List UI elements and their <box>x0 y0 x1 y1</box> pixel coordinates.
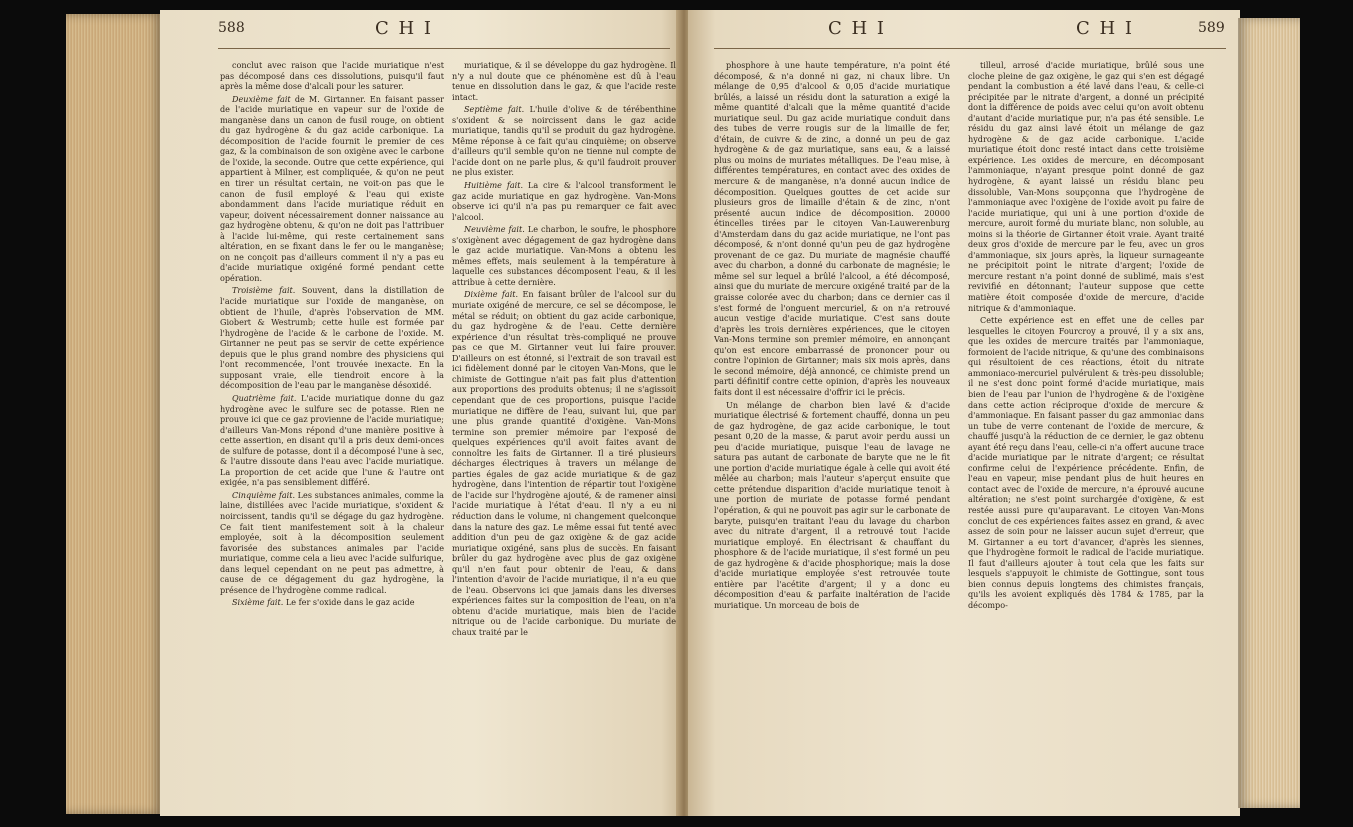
left-header-rule <box>218 48 670 49</box>
paragraph-lead: Deuxième fait <box>232 93 291 104</box>
paragraph-text: L'acide muriatique donne du gaz hydrogène avec le sulfure sec de potasse. Rien ne prouve ici que ce gaz provienne de l'acide muriatique; d'ailleurs Van-Mons répond d'une manière positive à cette assertion, en disant qu'il a pris deux demi-onces de sulfure de potasse, dont il a décomposé l'une à sec, & l'autre dissoute dans l'eau avec l'acide muriatique. La proportion de cet acide que l'une & l'autre ont exigée, n'a pas sensiblement différé. <box>220 392 444 488</box>
paragraph <box>714 400 950 611</box>
paragraph-text: La cire & l'alcool transforment le gaz acide muriatique en gaz hydrogène. Van-Mons observe ici qu'il n'a pas pu remarquer ce fait avec l'alcool. <box>452 180 676 222</box>
paragraph-lead: Troisième fait. <box>232 285 296 296</box>
paragraph-lead: Septième fait. <box>464 104 525 115</box>
paragraph <box>220 94 444 284</box>
paragraph-text: Le charbon, le soufre, le phosphore s'oxigènent avec dégagement de gaz hydrogène dans le gaz acide muriatique. Van-Mons a obtenu les mêmes effets, mais seulement à la température à laquelle ces substances décomposent l'eau, & il les attribue à cette dernière. <box>452 224 676 287</box>
paragraph-text: muriatique, & il se développe du gaz hydrogène. Il n'y a nul doute que ce phénomène est dû à l'eau tenue en dissolution dans le gaz, & que l'acide reste intact. <box>452 60 676 102</box>
paragraph-text: phosphore à une haute température, n'a point été décomposé, & n'a donné ni gaz, ni chaux libre. Un mélange de 0,95 d'alcool & 0,05 d'acide muriatique brûlés, a laissé un résidu dont la saturation a exigé la même quantité d'alcali que la même quantité d'acide muriatique seul. Du gaz acide muriatique conduit dans des tubes de verre rougis sur de la limaille de fer, d'étain, de cuivre & de zinc, a donné un peu de gaz hydrogène & de gaz muriatique, sans eau, & a laissé plus ou moins de muriates métalliques. De l'eau mise, à différentes températures, en contact avec des oxides de mercure & de manganèse, n'a donné aucun indice de décomposition. Quelques gouttes de cet acide sur plusieurs gros de limaille d'étain & de zinc, n'ont présenté aucun indice de décomposition. 20000 étincelles tirées par le citoyen Van-Lauwerenburg d'Amsterdam dans du gaz acide muriatique, ne l'ont pas décomposé, & n'ont donné qu'un peu de gaz hydrogène provenant de ce gaz. Du muriate de magnésie chauffé avec du charbon, a donné du carbonate de magnésie; le même sel sur lequel a brûlé l'alcool, a été décomposé, ainsi que du muriate de mercure oxigéné traité par de la graisse colorée avec du charbon; dans ce dernier cas il s'est formé de l'onguent mercuriel, & on n'a retrouvé aucun vestige d'acide muriatique. C'est sans doute d'après les trois dernières expériences, que le citoyen Van-Mons termine son premier mémoire, en annonçant qu'on est encore embarrassé de prononcer pour ou contre l'opinion de Girtanner; mais six mois après, dans le second mémoire, déjà annoncé, ce chimiste prend un parti définitif contre cette opinion, d'après les nouveaux faits dont il est nécessaire d'offrir ici le précis. <box>714 60 950 397</box>
paragraph-lead: Dixième fait. <box>464 289 519 300</box>
paragraph-text: Les substances animales, comme la laine, distillées avec l'acide muriatique, s'oxident & noircissent, tandis qu'il se dégage du gaz hydrogène. Ce fait tient manifestement soit à la chaleur employée, soit à la décomposition seulement favorisée des substances animales par l'acide muriatique, comme cela a lieu avec l'acide sulfurique, dans lequel cependant on ne peut pas admettre, à cause de ce dégagement du gaz hydrogène, la présence de l'hydrogène comme radical. <box>220 489 444 595</box>
paragraph-lead: Cinquième fait. <box>232 489 296 500</box>
paragraph <box>452 60 676 102</box>
right-running-header-2: C H I <box>1076 18 1135 39</box>
paragraph <box>452 289 676 637</box>
paragraph-lead: Neuvième fait. <box>464 224 525 235</box>
paragraph <box>220 597 444 608</box>
right-header-rule <box>714 48 1226 49</box>
paragraph <box>220 60 444 92</box>
paragraph-lead: Huitième fait. <box>464 180 524 191</box>
paragraph <box>968 315 1204 610</box>
right-running-header: C H I <box>828 18 887 39</box>
right-page-number: 589 <box>1198 20 1225 36</box>
right-page <box>688 10 1240 816</box>
paragraph-lead: Quatrième fait. <box>232 392 297 403</box>
paragraph-text: L'huile d'olive & de térébenthine s'oxident & se noircissent dans le gaz acide muriatique, tandis qu'il se produit du gaz hydrogène. Même réponse à ce fait qu'au cinquième; on observe d'ailleurs qu'il semble qu'on ne tienne nul compte de l'acide dont on ne parle plus, & qu'il faudroit prouver ne plus exister. <box>452 104 676 178</box>
paragraph <box>220 285 444 390</box>
left-column-2 <box>452 60 676 800</box>
page-edges-right <box>1238 18 1300 808</box>
left-column-1 <box>220 60 444 800</box>
paragraph <box>220 490 444 595</box>
paragraph-text: Souvent, dans la distillation de l'acide muriatique sur l'oxide de manganèse, on obtient de l'huile, d'après l'observation de MM. Giobert & Westrumb; cette huile est formée par l'hydrogène de l'acide & le carbone de l'oxide. M. Girtanner ne peut pas se servir de cette expérience depuis que le plus grand nombre des physiciens qui l'ont recommencée, l'ont trouvée inexacte. En la supposant vraie, elle tiendroit encore à la décomposition de l'eau par le manganèse désoxidé. <box>220 285 444 391</box>
paragraph-text: Un mélange de charbon bien lavé & d'acide muriatique électrisé & fortement chauffé, donna un peu de gaz hydrogène, de gaz acide carbonique, le tout pesant 0,20 de la masse, & parut avoir perdu aussi un peu d'acide muriatique, puisque l'eau de lavage ne satura pas autant de carbonate de baryte que ne le fit une portion d'acide muriatique égale à celle qui avoit été mêlée au charbon; mais l'auteur s'aperçut ensuite que cette prétendue disparition d'acide muriatique tenoit à une portion de muriate de potasse formé pendant l'opération, & qui ne pouvoit pas agir sur le carbonate de baryte, puisqu'en traitant l'eau du lavage du charbon avec du nitrate d'argent, il a retrouvé tout l'acide muriatique employé. En électrisant & chauffant du phosphore & de l'acide muriatique, il s'est formé un peu de gaz hydrogène & d'acide phosphorique; mais la dose d'acide muriatique employée s'est retrouvée toute entière par l'acétite d'argent; il y a donc eu décomposition d'eau & parfaite inaltération de l'acide muriatique. Un morceau de bois de <box>714 399 950 610</box>
paragraph-lead: Sixième fait. <box>232 597 284 608</box>
right-column-1 <box>714 60 950 800</box>
paragraph <box>452 224 676 287</box>
paragraph-text: de M. Girtanner. En faisant passer de l'acide muriatique en vapeur sur de l'oxide de manganèse dans un canon de fusil rouge, on obtient du gaz hydrogène & du gaz acide carbonique. La décomposition de l'acide fournit le premier de ces gaz, & la combinaison de son oxigène avec le carbone de l'oxide, la seconde. Outre que cette expérience, qui appartient à Milner, est compliquée, & qu'on ne peut en tirer un résultat certain, ne voit-on pas que le canon de fusil employé & l'eau qui existe abondamment dans l'acide muriatique réduit en vapeur, doivent nécessairement donner naissance au gaz hydrogène obtenu, & qu'on ne doit pas l'attribuer à l'acide lui-même, qui reste certainement sans altération, en se fixant dans le fer ou le manganèse; on ne conçoit pas d'ailleurs comment il n'y a pas eu d'acide muriatique oxigéné formé pendant cette opération. <box>220 93 444 283</box>
page-edges-left <box>66 14 162 814</box>
paragraph <box>220 393 444 488</box>
paragraph <box>452 180 676 222</box>
right-column-2 <box>968 60 1204 800</box>
left-page <box>160 10 682 816</box>
paragraph-text: conclut avec raison que l'acide muriatique n'est pas décomposé dans ces dissolutions, puisqu'il faut après la même dose d'alcali pour les saturer. <box>220 60 444 92</box>
paragraph <box>714 60 950 398</box>
paragraph-text: tilleul, arrosé d'acide muriatique, brûlé sous une cloche pleine de gaz oxigène, le gaz qui s'en est dégagé pendant la combustion a été lavé dans l'eau, & celle-ci précipitée par le nitrate d'argent, a donné un précipité dont la différence de poids avec celui qu'on avoit obtenu d'autant d'acide muriatique pur, n'a pas été sensible. Le résidu du gaz ainsi lavé étoit un mélange de gaz hydrogène & de gaz acide carbonique. L'acide muriatique étoit donc resté intact dans cette troisième expérience. Les oxides de mercure, en décomposant l'ammoniaque, n'ayant presque point donné de gaz hydrogène, & ayant laissé un résidu blanc peu dissoluble, Van-Mons soupçonna que l'hydrogène de l'ammoniaque avec l'oxigène de l'oxide avoit pu faire de l'acide muriatique, qui uni à une portion d'oxide de mercure, auroit formé du muriate blanc, non soluble, au moins si la théorie de Girtanner étoit vraie. Ayant traité deux gros d'oxide de mercure par le feu, avec un gros d'ammoniaque, six jours après, la liqueur surnageante ne précipitoit point le nitrate d'argent; l'oxide de mercure restant n'a point donné de sublimé, mais s'est revivifié en détonnant; l'auteur suppose que cette matière étoit composée d'oxide de mercure, d'acide nitrique & d'ammoniaque. <box>968 60 1204 313</box>
paragraph-text: Le fer s'oxide dans le gaz acide <box>285 597 415 608</box>
left-running-header: C H I <box>375 18 434 39</box>
paragraph-text: Cette expérience est en effet une de celles par lesquelles le citoyen Fourcroy a prouvé, il y a six ans, que les oxides de mercure traités par l'ammoniaque, formoient de l'acide nitrique, & qu'une des combinaisons qui résultoient de ces réactions, étoit du nitrate ammoniaco-mercuriel pulvérulent & très-peu dissoluble; il ne s'est donc point formé d'acide muriatique, mais bien de l'eau par l'union de l'hydrogène & de l'oxigène dans cette action réciproque d'oxide de mercure & d'ammoniaque. En faisant passer du gaz ammoniac dans un tube de verre contenant de l'oxide de mercure, & chauffé jusqu'à la réduction de ce dernier, le gaz obtenu ayant été reçu dans l'eau, celle-ci n'a offert aucune trace d'acide muriatique par le nitrate d'argent; ce résultat confirme celui de l'expérience précédente. Enfin, de l'eau en vapeur, mise pendant plus de huit heures en contact avec de l'oxide de mercure, n'a éprouvé aucune altération; ne s'est point surchargée d'oxigène, & est restée aussi pure qu'auparavant. Le citoyen Van-Mons conclut de ces expériences faites assez en grand, & avec assez de soin pour ne laisser aucun sujet d'erreur, que M. Girtanner a eu tort d'avancer, d'après les siennes, que l'hydrogène formoit le radical de l'acide muriatique. Il faut d'ailleurs ajouter à tout cela que les faits sur lesquels s'appuyoit le chimiste de Gottingue, sont tous bien connus depuis longtems des chimistes français, qu'ils les avoient expliqués dès 1784 & 1785, par la décompo- <box>968 315 1204 610</box>
paragraph <box>452 104 676 178</box>
paragraph-text: En faisant brûler de l'alcool sur du muriate oxigéné de mercure, ce sel se décompose, le métal se réduit; on obtient du gaz acide carbonique, du gaz hydrogène & de l'eau. Cette dernière expérience d'un résultat très-compliqué ne prouve pas ce que M. Girtanner veut lui faire prouver. D'ailleurs on est étonné, si l'extrait de son travail est ici fidèlement donné par le citoyen Van-Mons, que le chimiste de Gottingue n'ait pas fait plus d'attention aux proportions des produits obtenus; il ne s'agissoit cependant que de ces proportions, puisque l'acide muriatique ne diffère de l'eau, suivant lui, que par une plus grande quantité d'oxigène. Van-Mons termine son premier mémoire par l'exposé de quelques expériences qu'il avoit faites avant de connoître les faits de Girtanner. Il a tiré plusieurs décharges électriques à travers un mélange de parties égales de gaz acide muriatique & de gaz hydrogène, dans l'intention de répartir tout l'oxigène de l'acide sur l'hydrogène ajouté, & de ramener ainsi l'acide muriatique à l'état d'eau. Il n'y a eu ni réduction dans le volume, ni changement quelconque dans la nature des gaz. Le même essai fut tenté avec addition d'un peu de gaz oxigène & de gaz acide muriatique oxigéné, sans plus de succès. En faisant brûler du gaz hydrogène avec plus de gaz oxigène qu'il n'en faut pour obtenir de l'eau, & dans l'intention d'avoir de l'acide muriatique, il n'a eu que de l'eau. Observons ici que jamais dans les diverses expériences faites sur la composition de l'eau, on n'a obtenu d'acide muriatique, mais bien de l'acide nitrique ou de l'acide carbonique. Du muriate de chaux traité par le <box>452 289 676 637</box>
paragraph <box>968 60 1204 313</box>
left-page-number: 588 <box>218 20 245 36</box>
